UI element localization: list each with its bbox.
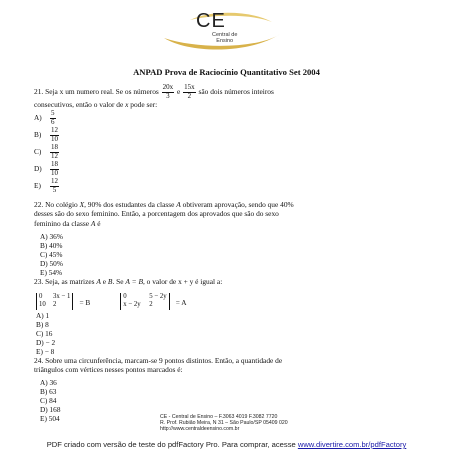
q22-option-a: A) 36%	[40, 232, 63, 241]
q24-option-e: E) 504	[40, 414, 60, 423]
q22-option-b: B) 40%	[40, 241, 63, 250]
q22-option-d: D) 50%	[40, 259, 63, 268]
fraction-15x-2: $\frac{15x}{2}$	[184, 83, 195, 100]
logo-brand-text: CE	[196, 10, 226, 32]
q23-option-c: C) 16	[36, 329, 53, 338]
question-23: 23. Seja, as matrizes A e B. Se A = B, o valor de x + y é igual a:	[34, 277, 223, 286]
page-footer: CE - Central de Ensino – F.3063 4019 F.3082 7720 R. Prof. Rubião Meira, N 31 – São Paulo/SP 05409 020 http://www.centraldeensino.com.br	[160, 414, 288, 433]
q22-option-c: C) 45%	[40, 250, 63, 259]
q24-option-a: A) 36	[40, 378, 57, 387]
q22-options	[40, 232, 63, 277]
q24-option-c: C) 84	[40, 396, 57, 405]
q22-option-e: E) 54%	[40, 268, 63, 277]
document-page: CE Central de Ensino ANPAD Prova de Raciocínio Quantitativo Set 2004 21. Seja x um numero real. Se os números $\frac{20x}{3}$ e $\frac{15x}{2}$ são dois números inteiros consecutivos, então o valor de x pode ser: A) $\frac{5}{6}$ B) $\frac{12}{10}$ C) $\frac{18}{12}$ D) $\frac{18}{10}$ E) $\frac{12}{5}$ 22. No colégio X, 90% dos estudantes da classe A obtiveram aprovação, sendo que 40% desses são do sexo feminino. Então, a porcentagem dos aprovados que são do sexo feminino da classe A é A) 36% B) 40% C) 45% D) 50% E) 54% 23. Seja, as matrizes A e B. Se A = B, o valor de x + y é igual a: 0 3x − 1 10 2 = B 0 5 − 2y x − 2y 2 = A A) 1 B) 8 C) 16 D) − 2 E) − 8 24. Sobre uma circunferência, marcam-se 9 pontos distintos. Então, a quantidade de triângulos com vértices nesses pontos marcados é: A) 36 B) 63 C) 84 D) 168 E) 504 CE - Central de Ensino – F.3063 4019 F.3082 7720 R. Prof. Rubião Meira, N 31 – São Paulo/SP 05409 020 http://www.centraldeensino.com.br PDF criado com versão de teste do pdfFactory Pro. Para comprar, acesse www.divertire.com.br/pdfFactory	[0, 0, 453, 453]
q23-option-b: B) 8	[36, 320, 49, 329]
fraction-20x-3: $\frac{20x}{3}$	[162, 83, 174, 100]
pdffactory-link[interactable]: www.divertire.com.br/pdfFactory	[297, 440, 407, 449]
question-24: 24. Sobre uma circunferência, marcam-se 9 pontos distintos. Então, a quantidade de triângulos com vértices nesses pontos marcados é:	[34, 356, 283, 375]
matrix-left: 0 3x − 1 10 2	[36, 293, 73, 310]
q23-options	[36, 311, 55, 356]
q23-option-d: D) − 2	[36, 338, 56, 347]
q24-option-d: D) 168	[40, 405, 61, 414]
question-22: 22. No colégio X, 90% dos estudantes da classe A obtiveram aprovação, sendo que 40% desses são do sexo feminino. Então, a porcentagem dos aprovados que são do sexo feminino da classe A é	[34, 200, 294, 228]
pdffactory-notice: PDF criado com versão de teste do pdfFactory Pro. Para comprar, acesse www.divertire.com.br/pdfFactory	[46, 440, 407, 449]
q23-option-e: E) − 8	[36, 347, 55, 356]
question-21: 21. Seja x um numero real. Se os números $\frac{20x}{3}$ e $\frac{15x}{2}$ são dois números inteiros consecutivos, então o valor de x pode ser:	[34, 83, 274, 110]
q23-matrices: 0 3x − 1 10 2 = B 0 5 − 2y x − 2y 2 = A	[36, 292, 187, 310]
logo-subtitle: Central de Ensino	[212, 32, 238, 44]
q24-option-b: B) 63	[40, 387, 57, 396]
page-title: ANPAD Prova de Raciocínio Quantitativo Set 2004	[133, 67, 320, 77]
central-de-ensino-logo	[160, 8, 284, 56]
q24-options	[40, 378, 60, 423]
matrix-right: 0 5 − 2y x − 2y 2	[120, 293, 169, 310]
q23-option-a: A) 1	[36, 311, 50, 320]
footer-website-link[interactable]: http://www.centraldeensino.com.br	[160, 426, 240, 433]
